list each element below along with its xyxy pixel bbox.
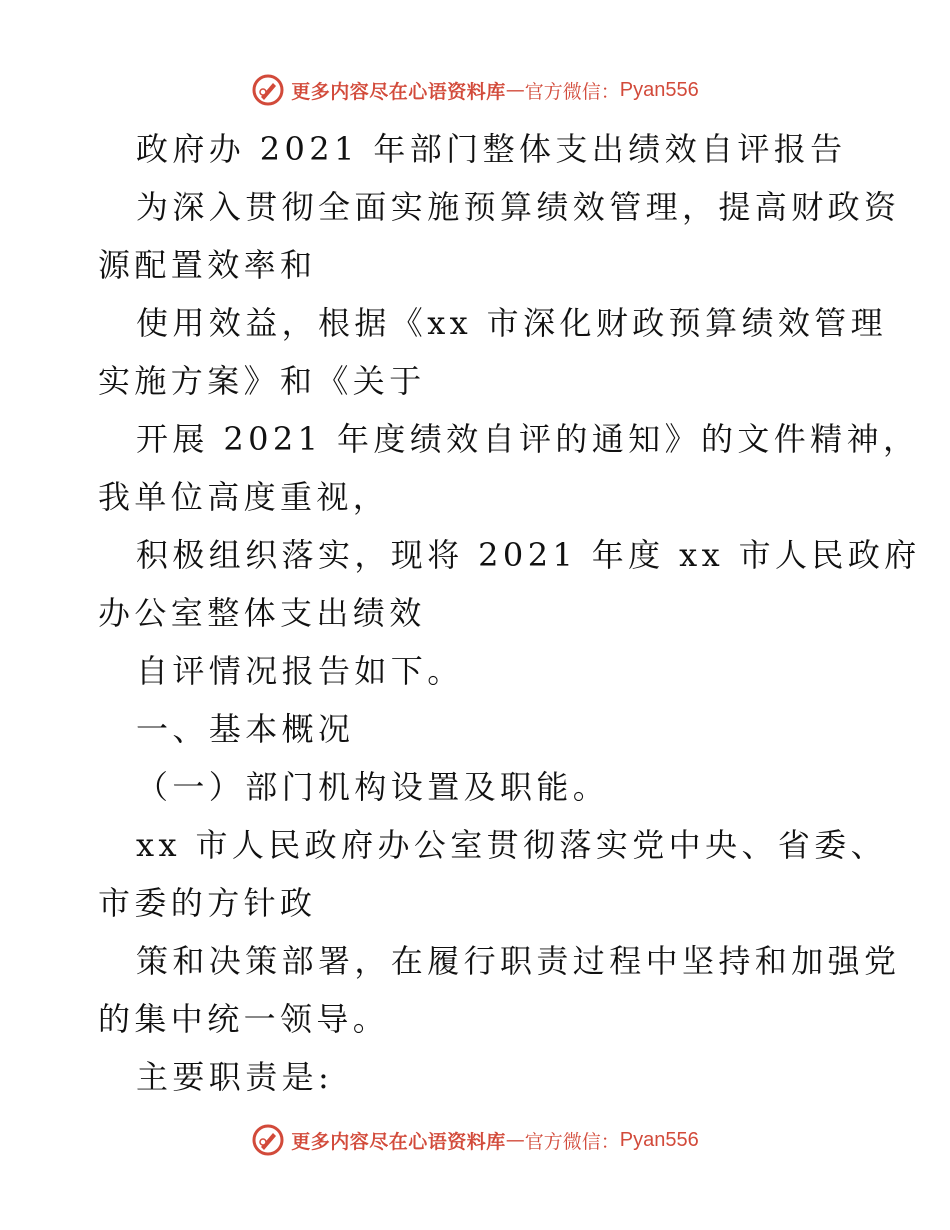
header-watermark [0,70,950,110]
section-heading: 一、基本概况 [136,710,355,748]
doc-line: 的集中统一领导。 [98,1000,390,1038]
watermark-id: Pyan556 [619,1128,699,1151]
doc-line: 市委的方针政 [98,884,317,922]
doc-line: 开展 2021 年度绩效自评的通知》的文件精神， [136,420,920,458]
subsection-heading: （一）部门机构设置及职能。 [136,768,610,806]
footer-watermark [0,1120,950,1160]
brand-logo-icon [251,1123,285,1157]
watermark-id: Pyan556 [619,78,699,101]
watermark-brand: 更多内容尽在心语资料库 [291,80,506,103]
doc-line: 源配置效率和 [98,246,317,284]
doc-line: 策和决策部署，在履行职责过程中坚持和加强党 [136,942,901,980]
doc-line: 为深入贯彻全面实施预算绩效管理，提高财政资 [136,188,901,226]
doc-line: 自评情况报告如下。 [136,652,464,690]
doc-line: 实施方案》和《关于 [98,362,426,400]
doc-title: 政府办 2021 年部门整体支出绩效自评报告 [136,130,847,168]
watermark-label: 官方微信： [524,1130,620,1153]
doc-line: 办公室整体支出绩效 [98,594,426,632]
doc-line: 主要职责是: [136,1058,334,1096]
doc-line: 使用效益，根据《xx 市深化财政预算绩效管理 [136,304,888,342]
doc-line: xx 市人民政府办公室贯彻落实党中央、省委、 [136,826,888,864]
doc-line: 我单位高度重视， [98,478,390,516]
doc-line: 积极组织落实，现将 2021 年度 xx 市人民政府 [136,536,921,574]
watermark-dash: — [505,1129,525,1151]
watermark-dash: — [505,79,525,101]
watermark-label: 官方微信： [524,80,620,103]
watermark-brand: 更多内容尽在心语资料库 [291,1130,506,1153]
brand-logo-icon [251,73,285,107]
document-body [98,120,921,1106]
